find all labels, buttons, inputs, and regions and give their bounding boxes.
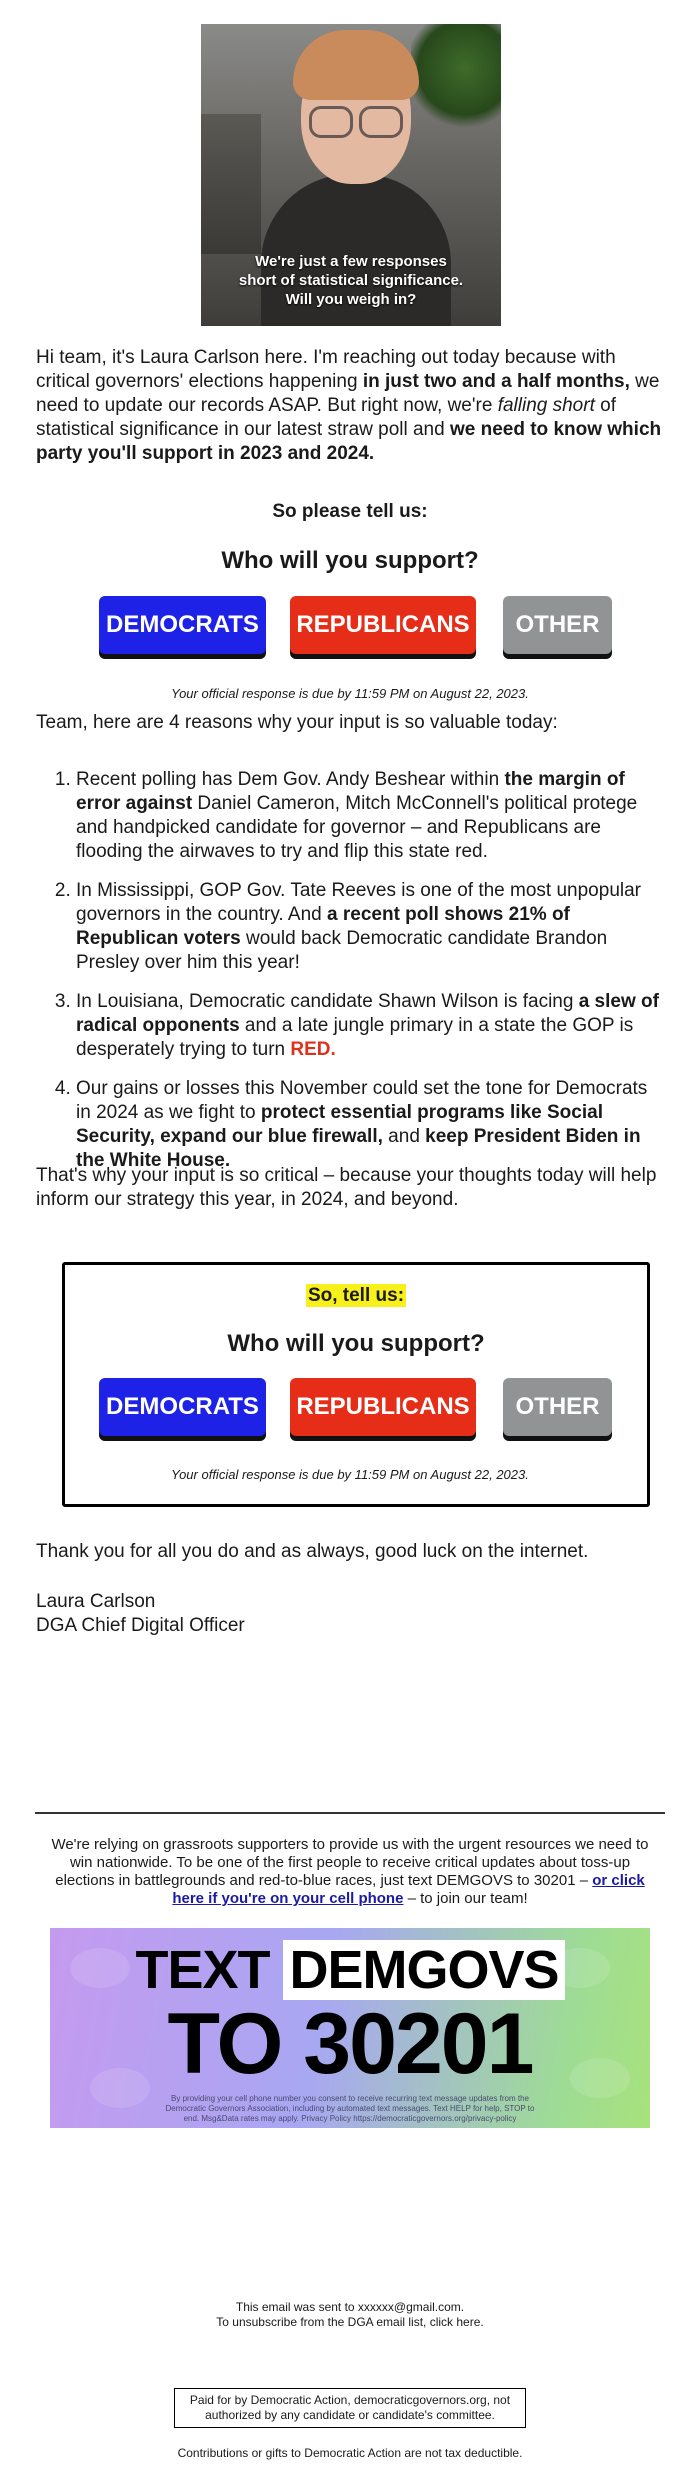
reason-item-4: 4. Our gains or losses this November could set the tone for Democrats in 2024 as we fight to protect essential programs like Social Security, expand our blue firewall, and keep President Biden in the White House.: [76, 1077, 664, 1173]
text-demgovs-banner[interactable]: [50, 1928, 650, 2128]
paid-for-box: Paid for by Democratic Action, democraticgovernors.org, not authorized by any candidate or candidate's committee.: [174, 2388, 526, 2428]
question-heading-2: Who will you support?: [227, 1330, 485, 1357]
sent-to-text: This email was sent to xxxxxx@gmail.com.: [235, 2300, 465, 2314]
other-button[interactable]: OTHER: [503, 1378, 612, 1436]
reasons-list: [36, 768, 664, 1188]
intro-paragraph: Hi team, it's Laura Carlson here. I'm reaching out today because with critical governors' elections happening in just two and a half months, we need to update our records ASAP. But right now, we're falling short of statistical significance in our latest straw poll and we need to know which party you'll support in 2023 and 2024.: [36, 347, 662, 464]
background-shelf: [201, 114, 261, 254]
democrats-button[interactable]: DEMOCRATS: [99, 1378, 266, 1436]
banner-line-1: TEXT DEMGOVS: [50, 1940, 650, 2000]
background-plant: [411, 24, 501, 134]
other-button[interactable]: OTHER: [503, 596, 612, 654]
vote-buttons-1: [0, 596, 700, 658]
deadline-note-2: Your official response is due by 11:59 PM on August 22, 2023.: [171, 1467, 529, 1482]
signature-name: Laura Carlson: [36, 1591, 156, 1612]
hero-caption: We're just a few responses short of statistical significance. Will you weigh in?: [238, 253, 464, 308]
democrats-button[interactable]: DEMOCRATS: [99, 596, 266, 654]
question-heading-1: Who will you support?: [221, 547, 479, 574]
critical-paragraph: That's why your input is so critical – because your thoughts today will help inform our strategy this year, in 2024, and beyond.: [36, 1165, 657, 1210]
tax-disclaimer: Contributions or gifts to Democratic Action are not tax deductible.: [177, 2446, 523, 2460]
signature-title: DGA Chief Digital Officer: [36, 1615, 245, 1636]
grassroots-paragraph: We're relying on grassroots supporters to provide us with the urgent resources we need to win nationwide. To be one of the first people to receive critical updates about toss-up elections in battlegrounds and red-to-blue races, just text DEMGOVS to 30201 – or click here if you're on your cell phone – to join our team!: [51, 1836, 649, 1907]
ask-box: [62, 1262, 650, 1507]
closing-paragraph: Thank you for all you do and as always, good luck on the internet.: [36, 1541, 589, 1562]
footer-divider: [35, 1812, 665, 1814]
unsubscribe-link[interactable]: To unsubscribe from the DGA email list, click here.: [216, 2315, 484, 2329]
reasons-intro: Team, here are 4 reasons why your input is so valuable today:: [36, 712, 558, 733]
reason-item-3: 3. In Louisiana, Democratic candidate Shawn Wilson is facing a slew of radical opponents and a late jungle primary in a state the GOP is desperately trying to turn RED.: [76, 990, 664, 1062]
ask-heading-1: So please tell us:: [272, 501, 428, 522]
vote-buttons-2: [0, 1378, 700, 1440]
republicans-button[interactable]: REPUBLICANS: [290, 1378, 476, 1436]
cell-phone-link[interactable]: or click here if you're on your cell phone: [172, 1872, 645, 1907]
banner-line-2: TO 30201: [167, 1996, 533, 2092]
reason-item-1: 1. Recent polling has Dem Gov. Andy Beshear within the margin of error against Daniel Cameron, Mitch McConnell's political protege and handpicked candidate for governor – and Republicans are flooding the airwaves to try and flip this state red.: [76, 768, 664, 864]
speaker-hair: [293, 30, 419, 100]
republicans-button[interactable]: REPUBLICANS: [290, 596, 476, 654]
ask-heading-2: So, tell us:: [307, 1285, 405, 1306]
reason-item-2: 2. In Mississippi, GOP Gov. Tate Reeves is one of the most unpopular governors in the country. And a recent poll shows 21% of Republican voters would back Democratic candidate Brandon Presley over him this year!: [76, 879, 664, 975]
deadline-note-1: Your official response is due by 11:59 PM on August 22, 2023.: [171, 686, 529, 701]
speaker-glasses: [309, 106, 403, 134]
hero-video-image[interactable]: [201, 24, 501, 326]
banner-disclaimer: By providing your cell phone number you consent to receive recurring text message updates from the Democratic Governors Association, including by automated text messages. Text HELP for help, STOP to end. Msg&Data rates may apply. Privacy Policy https://democraticgovernors.org/privacy-policy: [165, 2094, 535, 2123]
